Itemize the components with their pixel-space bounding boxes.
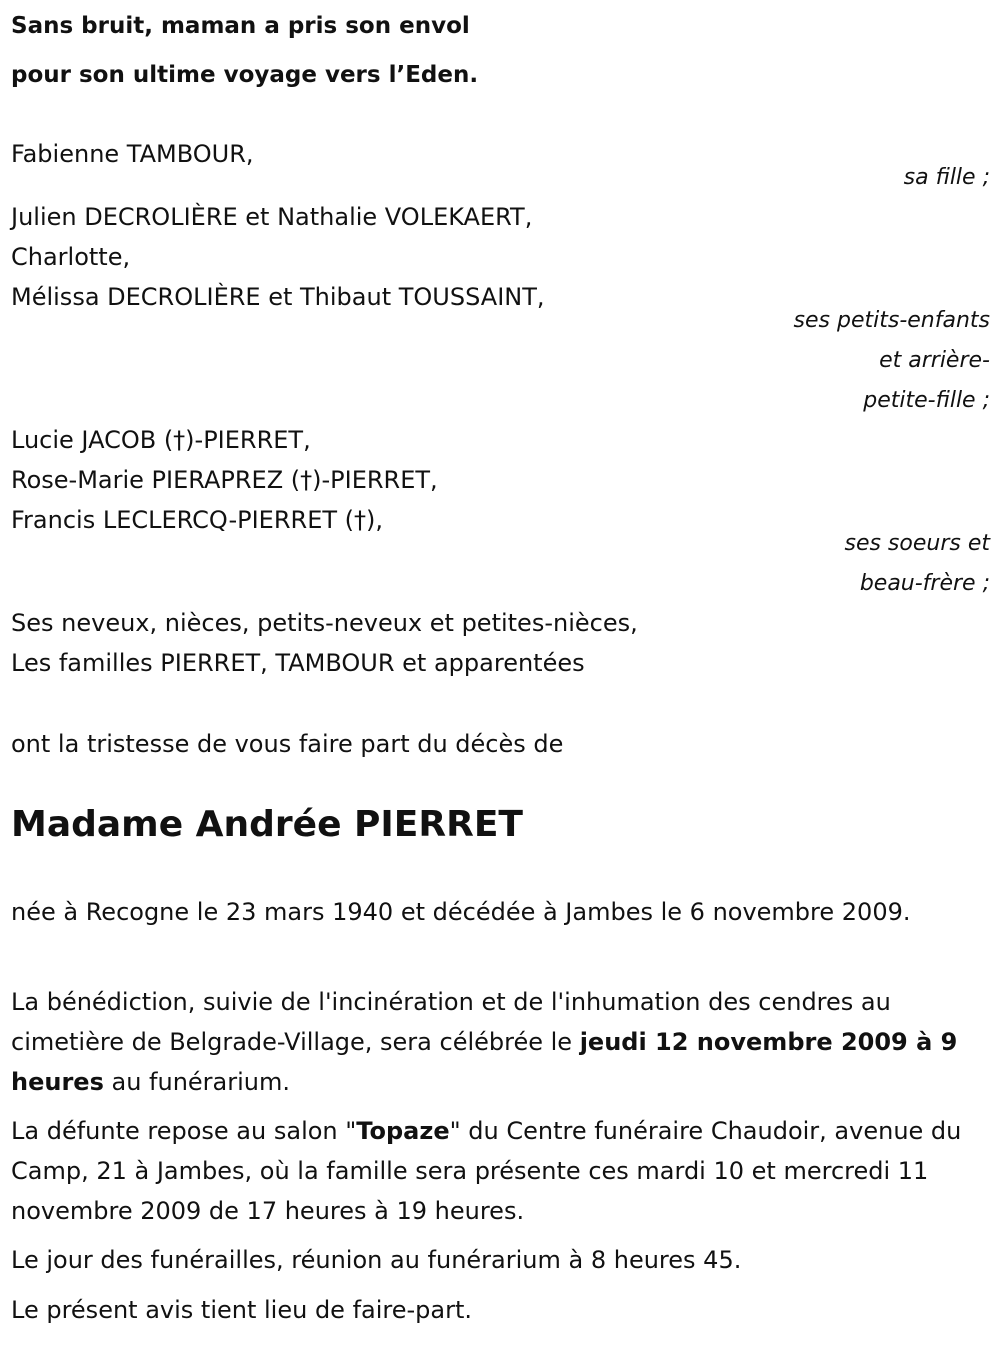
meeting-paragraph: Le jour des funérailles, réunion au funérarium à 8 heures 45. <box>11 1246 742 1274</box>
intro-line-1: Sans bruit, maman a pris son envol <box>11 13 470 39</box>
grandchildren-relation-line: ses petits-enfants <box>793 308 990 333</box>
ceremony-text-after: au funérarium. <box>103 1068 290 1096</box>
notice-paragraph: Le présent avis tient lieu de faire-part. <box>11 1296 473 1324</box>
grandchildren-relation-line: petite-fille ; <box>863 388 990 413</box>
grandchild-name: Julien DECROLIÈRE et Nathalie VOLEKAERT, <box>11 203 533 231</box>
viewing-text-before: La défunte repose au salon " <box>11 1117 357 1145</box>
announcement-text: ont la tristesse de vous faire part du décès de <box>11 730 564 758</box>
daughter-name: Fabienne TAMBOUR, <box>11 140 254 168</box>
extended-family-line: Ses neveux, nièces, petits-neveux et petites-nièces, <box>11 609 638 637</box>
deceased-name: Madame Andrée PIERRET <box>11 804 523 845</box>
birth-death-paragraph: née à Recogne le 23 mars 1940 et décédée à Jambes le 6 novembre 2009. <box>11 898 911 926</box>
grandchildren-relation-line: et arrière- <box>879 348 990 373</box>
ceremony-date-time: jeudi 12 novembre 2009 à 9 heures <box>11 1028 958 1096</box>
ceremony-paragraph <box>11 982 993 1102</box>
grandchild-name: Charlotte, <box>11 243 131 271</box>
daughter-relation: sa fille ; <box>903 165 990 190</box>
ceremony-text-before: La bénédiction, suivie de l'incinération et de l'inhumation des cendres au cimetière de Belgrade-Village, sera célébrée le <box>11 988 891 1056</box>
viewing-paragraph <box>11 1111 993 1231</box>
sibling-name: Rose-Marie PIERAPREZ (†)-PIERRET, <box>11 466 438 494</box>
sibling-name: Francis LECLERCQ-PIERRET (†), <box>11 506 383 534</box>
sibling-name: Lucie JACOB (†)-PIERRET, <box>11 426 311 454</box>
grandchild-name: Mélissa DECROLIÈRE et Thibaut TOUSSAINT, <box>11 283 545 311</box>
salon-name: Topaze <box>356 1117 450 1145</box>
viewing-text-after: " du Centre funéraire Chaudoir, avenue du Camp, 21 à Jambes, où la famille sera présente ces mardi 10 et mercredi 11 novembre 2009 de 17 heures à 19 heures. <box>11 1117 962 1225</box>
siblings-relation-line: ses soeurs et <box>844 531 990 556</box>
intro-line-2: pour son ultime voyage vers l’Eden. <box>11 62 479 88</box>
siblings-relation-line: beau-frère ; <box>859 571 990 596</box>
extended-family-line: Les familles PIERRET, TAMBOUR et apparentées <box>11 649 585 677</box>
